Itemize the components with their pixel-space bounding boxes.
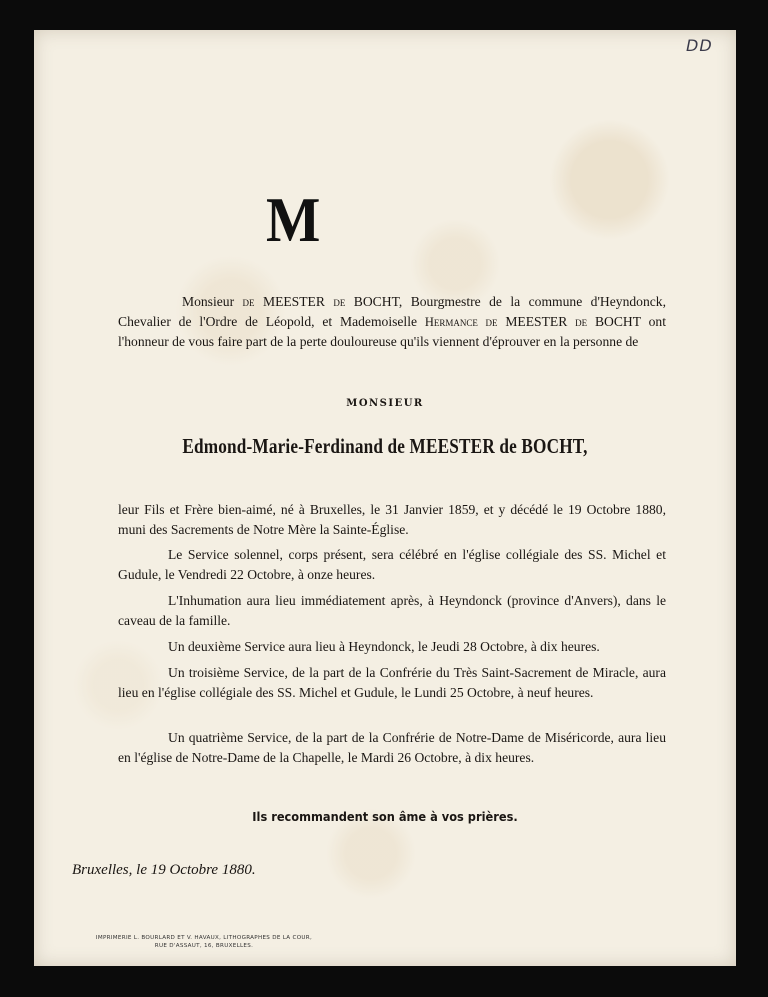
intro-text-5: BOCHT ont l'honneur de vous faire part de la perte douloureuse qu'ils viennent d'éprouver en la personne de xyxy=(118,314,666,349)
place-and-date: Bruxelles, le 19 Octobre 1880. xyxy=(72,862,256,878)
paragraph-inhumation: L'Inhumation aura lieu immédiatement après, à Heyndonck (province d'Anvers), dans le caveau de la famille. xyxy=(118,593,666,628)
deceased-name: Edmond-Marie-Ferdinand de MEESTER de BOCHT, xyxy=(182,434,588,458)
intro-particle-2: de xyxy=(333,295,346,309)
intro-text-3: BOCHT, Bourgmestre de la commune d'Heyndonck, Chevalier de l'Ordre de Léopold, et Mademoiselle xyxy=(118,294,666,329)
handwritten-annotation: DD xyxy=(686,36,713,55)
printer-line-1: IMPRIMERIE L. BOURLARD ET V. HAVAUX, LITHOGRAPHES DE LA COUR, xyxy=(95,935,313,941)
printer-imprint xyxy=(74,934,334,950)
closing-line: Ils recommandent son âme à vos prières. xyxy=(252,810,518,824)
intro-paragraph xyxy=(118,292,666,352)
monsieur-heading: MONSIEUR xyxy=(346,398,424,409)
intro-text-2: MEESTER xyxy=(254,294,334,309)
decorative-initial: M xyxy=(266,184,321,255)
intro-particle-1: de xyxy=(242,295,255,309)
intro-hermance: Hermance de xyxy=(424,315,498,329)
paragraph-service-1: Le Service solennel, corps présent, sera célébré en l'église collégiale des SS. Michel et Gudule, le Vendredi 22 Octobre, à onze heures. xyxy=(118,547,666,582)
intro-text-4: MEESTER xyxy=(497,314,576,329)
intro-text-1: Monsieur xyxy=(182,294,243,309)
paragraph-service-2: Un deuxième Service aura lieu à Heyndonck, le Jeudi 28 Octobre, à dix heures. xyxy=(168,639,600,654)
intro-particle-3: de xyxy=(575,315,588,329)
paragraph-birth-death: leur Fils et Frère bien-aimé, né à Bruxelles, le 31 Janvier 1859, et y décédé le 19 Octobre 1880, muni des Sacrements de Notre Mère la Sainte-Église. xyxy=(118,502,666,537)
funeral-notice-page xyxy=(34,30,736,966)
paragraph-service-4: Un quatrième Service, de la part de la Confrérie de Notre-Dame de Miséricorde, aura lieu en l'église de Notre-Dame de la Chapelle, le Mardi 26 Octobre, à dix heures. xyxy=(118,730,666,765)
paragraph-service-3: Un troisième Service, de la part de la Confrérie du Très Saint-Sacrement de Miracle, aura lieu en l'église collégiale des SS. Michel et Gudule, le Lundi 25 Octobre, à neuf heures. xyxy=(118,665,666,700)
printer-line-2: RUE D'ASSAUT, 16, BRUXELLES. xyxy=(154,943,254,949)
